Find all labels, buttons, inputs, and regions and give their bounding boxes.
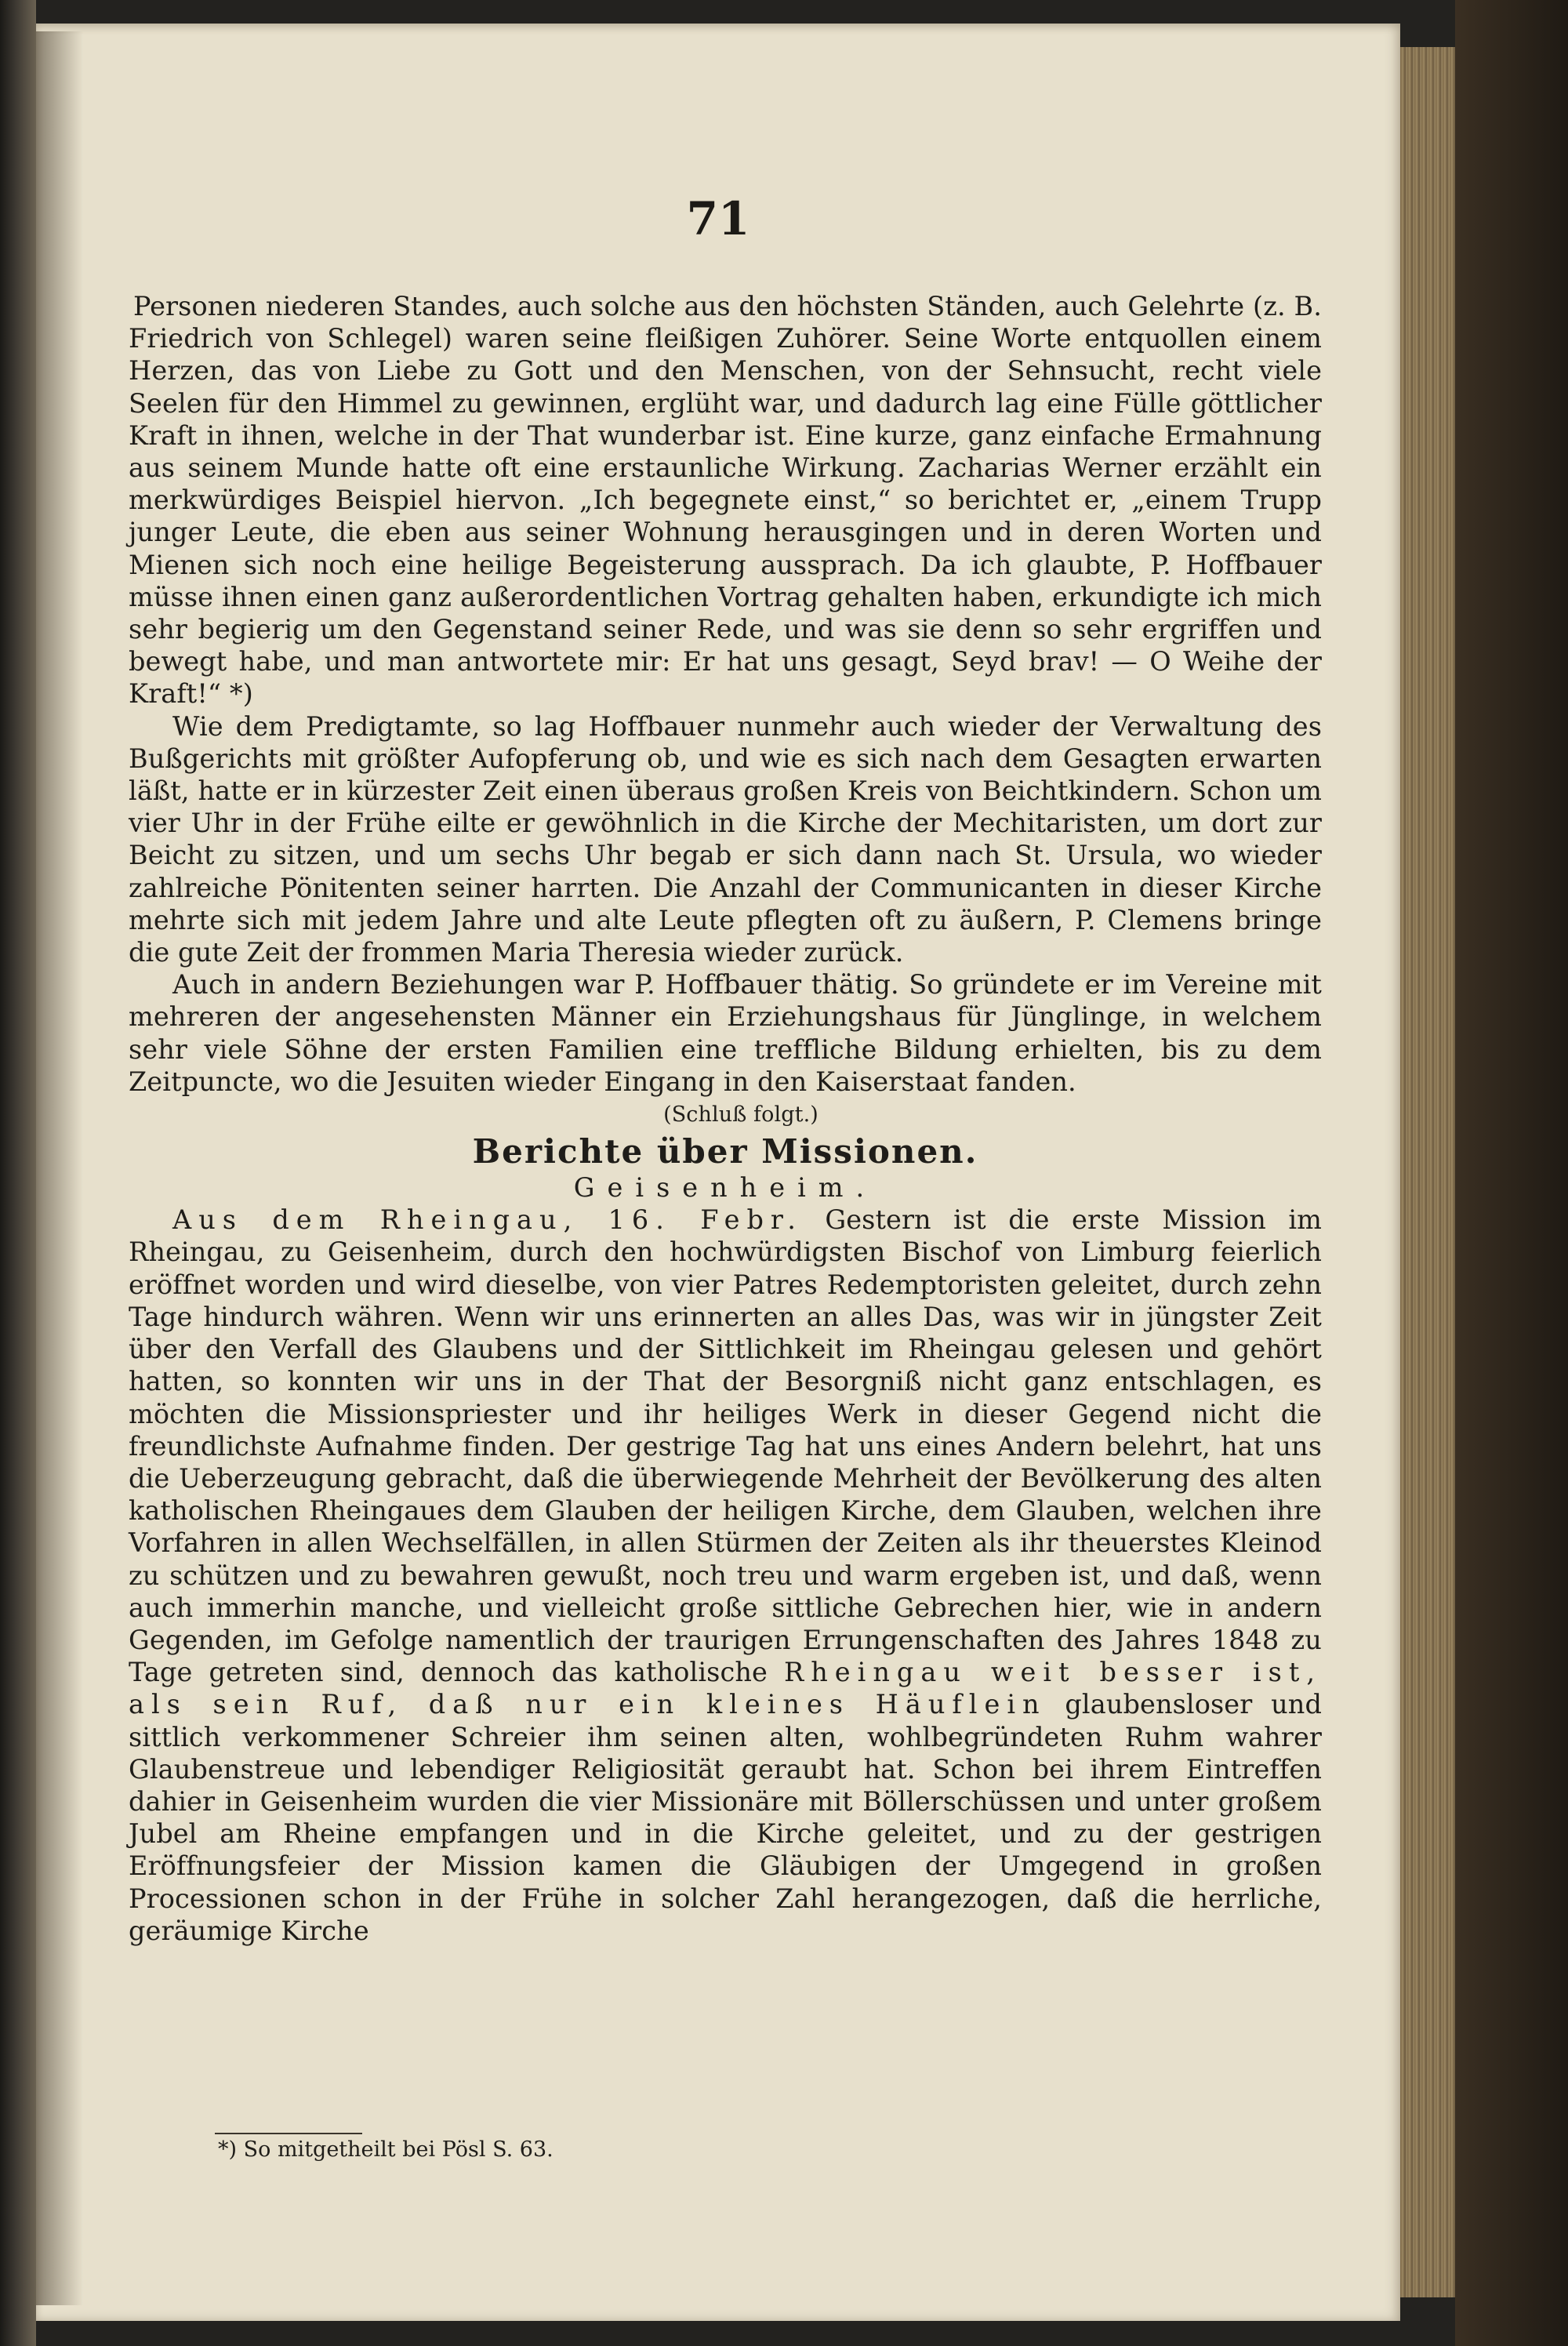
section-heading: Berichte über Missionen.: [472, 1132, 978, 1171]
page-edges: [1400, 47, 1455, 2297]
paragraph-hoffbauer-preaching: Personen niederen Standes, auch solche aus den höchsten Ständen, auch Gelehrte (z. B. Friedrich von Schlegel) waren seine fleißigen Zuhörer. Seine Worte entquollen einem Herzen, das von Liebe zu Gott und den Menschen, von der Sehnsucht, recht viele Seelen für den Himmel zu gewinnen, erglüht war, und dadurch lag eine Fülle göttlicher Kraft in ihnen, welche in der That wunderbar ist. Eine kurze, ganz einfache Ermahnung aus seinem Munde hatte oft eine erstaunliche Wirkung. Zacharias Werner erzählt ein merkwürdiges Beispiel hiervon. „Ich begegnete einst,“ so berichtet er, „einem Trupp junger Leute, die eben aus seiner Wohnung herausgingen und in deren Worten und Mienen sich noch eine heilige Begeisterung aussprach. Da ich glaubte, P. Hoffbauer müsse ihnen einen ganz außerordentlichen Vortrag gehalten haben, erkundigte ich mich sehr begierig um den Gegenstand seiner Rede, und was sie denn so sehr ergriffen und bewegt habe, und man antwortete mir: Er hat uns gesagt, Seyd brav! — O Weihe der Kraft!“ *): [129, 291, 1322, 710]
paragraph-confession: Wie dem Predigtamte, so lag Hoffbauer nunmehr auch wieder der Verwaltung des Bußgerichts mit größter Aufopferung ob, und wie es sich nach dem Gesagten erwarten läßt, hatte er in kürzester Zeit einen überaus großen Kreis von Beichtkindern. Schon um vier Uhr in der Frühe eilte er gewöhnlich in die Kirche der Mechitaristen, um dort zur Beicht zu sitzen, und um sechs Uhr begab er sich dann nach St. Ursula, wo wieder zahlreiche Pönitenten seiner harrten. Die Anzahl der Communicanten in dieser Kirche mehrte sich mit jedem Jahre und alte Leute pflegten oft zu äußern, P. Clemens bringe die gute Zeit der frommen Maria Theresia wieder zurück.: [129, 710, 1322, 968]
page-body: [129, 290, 1322, 1947]
spine-shadow: [36, 31, 83, 2305]
book-cover: [1455, 0, 1568, 2346]
report-text-closing: glaubensloser und sittlich verkommener Schreier ihm seinen alten, wohlbegründeten Ruhm wahrer Glaubenstreue und lebendiger Religiosität geraubt hat. Schon bei ihrem Eintreffen dahier in Geisenheim wurden die vier Missionäre mit Böllerschüssen und unter großem Jubel am Rheine empfangen und in die Kirche geleitet, und zu der gestrigen Eröffnungsfeier der Mission kamen die Gläubigen der Umgegend in großen Processionen schon in der Frühe in solcher Zahl herangezogen, daß die herrliche, geräumige Kirche: [129, 1689, 1322, 1946]
paragraph-education-house: Auch in andern Beziehungen war P. Hoffbauer thätig. So gründete er im Vereine mit mehreren der angesehensten Männer ein Erziehungshaus für Jünglinge, in welchem sehr viele Söhne der ersten Familien eine treffliche Bildung erhielten, bis zu dem Zeitpuncte, wo die Jesuiten wieder Eingang in den Kaiserstaat fanden.: [129, 969, 1322, 1097]
book-page: [36, 24, 1400, 2321]
left-page-edge: [0, 0, 36, 2346]
report-spaced-phrase: Rheingau weit besser ist, als sein Ruf, daß nur ein kleines Häuflein: [129, 1657, 1322, 1720]
page-number: 71: [686, 192, 750, 245]
place-heading: Geisenheim.: [573, 1172, 877, 1204]
continued-note: (Schluß folgt.): [663, 1102, 818, 1128]
paragraph-mission-report: [129, 1204, 1322, 1947]
footnote-divider: [215, 2133, 362, 2134]
report-text: Gestern ist die erste Mission im Rheingau, zu Geisenheim, durch den hochwürdigsten Bischof von Limburg feierlich eröffnet worden und wird dieselbe, von vier Patres Redemptoristen geleitet, durch zehn Tage hindurch währen. Wenn wir uns erinnerten an alles Das, was wir in jüngster Zeit über den Verfall des Glaubens und der Sittlichkeit im Rheingau gelesen und gehört hatten, so konnten wir uns in der That der Besorgniß nicht ganz entschlagen, es möchten die Missionspriester und ihr heiliges Werk in dieser Gegend nicht die freundlichste Aufnahme finden. Der gestrige Tag hat uns eines Andern belehrt, hat uns die Ueberzeugung gebracht, daß die überwiegende Mehrheit der Bevölkerung des alten katholischen Rheingaues dem Glauben der heiligen Kirche, dem Glauben, welchen ihre Vorfahren in allen Wechselfällen, in allen Stürmen der Zeiten als ihr theuerstes Kleinod zu schützen und zu bewahren gewußt, noch treu und warm ergeben ist, und daß, wenn auch immerhin manche, und vielleicht große sittliche Gebrechen hier, wie in andern Gegenden, im Gefolge namentlich der traurigen Errungenschaften des Jahres 1848 zu Tage getreten sind, dennoch das katholische: [129, 1204, 1323, 1688]
report-dateline: Aus dem Rheingau, 16. Febr.: [172, 1204, 803, 1236]
footnote: *) So mitgetheilt bei Pösl S. 63.: [218, 2137, 554, 2162]
